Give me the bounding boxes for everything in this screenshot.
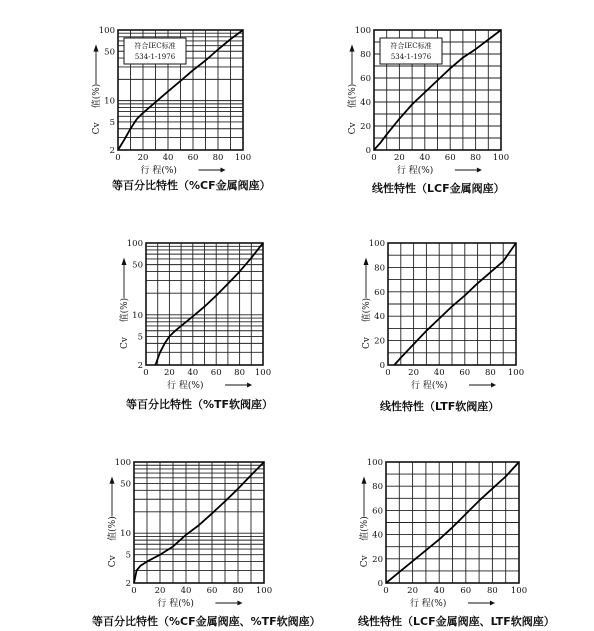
- y-tick-label: 100: [368, 239, 385, 249]
- x-tick-label: 100: [492, 153, 510, 163]
- y-axis-symbol: Cv: [108, 555, 118, 568]
- x-tick-label: 100: [510, 586, 528, 596]
- x-tick-label: 40: [162, 153, 174, 163]
- y-axis-label: 值(%): [120, 297, 130, 323]
- x-tick-label: 20: [154, 586, 166, 596]
- x-axis-label: 行 程(%): [396, 166, 434, 176]
- y-tick-label: 10: [104, 96, 115, 107]
- x-tick-label: 80: [232, 586, 244, 596]
- x-tick-label: 0: [385, 368, 391, 378]
- x-tick-label: 80: [486, 586, 498, 596]
- chart-caption-1: 等百分比特性（%CF金属阀座）: [112, 179, 271, 192]
- y-tick-label: 100: [98, 26, 115, 36]
- x-tick-label: 40: [433, 368, 445, 378]
- chart-caption-3: 等百分比特性（%TF软阀座）: [126, 398, 274, 411]
- y-tick-label: 40: [360, 98, 371, 108]
- x-tick-label: 0: [143, 368, 149, 378]
- x-tick-label: 40: [419, 153, 431, 163]
- y-axis-label: 值(%): [360, 516, 370, 541]
- y-tick-label: 0: [365, 146, 371, 156]
- y-axis-symbol: Cv: [360, 555, 370, 568]
- x-tick-label: 100: [507, 368, 525, 378]
- y-axis-symbol: Cv: [348, 122, 358, 135]
- x-axis-label: 行 程(%): [157, 599, 194, 609]
- y-tick-label: 60: [374, 287, 385, 298]
- x-tick-label: 60: [459, 368, 471, 378]
- y-tick-label: 60: [372, 506, 383, 517]
- y-tick-label: 5: [137, 332, 143, 343]
- x-axis-label: 行 程(%): [140, 166, 177, 176]
- x-tick-label: 40: [187, 368, 199, 378]
- x-tick-label: 0: [383, 586, 389, 596]
- x-tick-label: 20: [393, 153, 405, 163]
- x-tick-label: 20: [408, 368, 420, 378]
- y-axis-label: 值(%): [348, 83, 358, 109]
- x-tick-label: 40: [180, 586, 192, 596]
- x-tick-label: 60: [444, 153, 456, 163]
- y-tick-label: 5: [125, 550, 131, 561]
- y-tick-label: 50: [120, 479, 131, 490]
- y-axis-symbol: Cv: [362, 337, 372, 350]
- x-tick-label: 60: [460, 586, 472, 596]
- x-tick-label: 100: [255, 586, 273, 596]
- standard-note-line: 符合IEC标准: [134, 42, 176, 50]
- y-tick-label: 20: [360, 122, 371, 132]
- x-tick-label: 60: [206, 586, 218, 596]
- x-tick-label: 20: [137, 153, 149, 163]
- x-tick-label: 20: [163, 368, 175, 378]
- y-tick-label: 50: [104, 47, 115, 58]
- x-tick-label: 60: [187, 153, 199, 163]
- y-axis-label: 值(%): [108, 516, 118, 541]
- x-tick-label: 80: [212, 153, 224, 163]
- y-tick-label: 100: [114, 458, 131, 468]
- y-tick-label: 20: [374, 336, 385, 347]
- y-tick-label: 5: [109, 117, 115, 128]
- standard-note-line: 534-1-1976: [390, 53, 432, 61]
- y-tick-label: 20: [372, 554, 383, 565]
- y-axis-label: 值(%): [92, 83, 102, 109]
- standard-note-line: 符合IEC标准: [390, 42, 432, 50]
- x-tick-label: 20: [407, 586, 419, 596]
- y-tick-label: 80: [374, 263, 385, 274]
- y-tick-label: 100: [126, 239, 143, 249]
- x-tick-label: 80: [484, 368, 496, 378]
- y-tick-label: 10: [120, 529, 131, 540]
- y-axis-label: 值(%): [362, 297, 372, 323]
- y-tick-label: 100: [366, 458, 383, 468]
- standard-note-line: 534-1-1976: [134, 53, 176, 61]
- x-tick-label: 60: [210, 368, 222, 378]
- x-tick-label: 80: [470, 153, 482, 163]
- x-tick-label: 0: [371, 153, 377, 163]
- chart-caption-6: 线性特性（LCF金属阀座、LTF软阀座）: [358, 615, 555, 628]
- x-axis-label: 行 程(%): [409, 599, 447, 609]
- chart-caption-5: 等百分比特性（%CF金属阀座、%TF软阀座）: [92, 615, 321, 628]
- y-tick-label: 0: [379, 361, 385, 371]
- y-tick-label: 0: [377, 579, 383, 589]
- y-tick-label: 50: [132, 260, 143, 271]
- x-tick-label: 40: [433, 586, 445, 596]
- y-tick-label: 40: [372, 530, 383, 541]
- y-tick-label: 100: [354, 26, 371, 36]
- x-axis-arrow-head: [490, 601, 495, 606]
- chart-caption-2: 线性特性（LCF金属阀座）: [372, 182, 505, 195]
- y-tick-label: 40: [374, 312, 385, 323]
- x-tick-label: 100: [254, 368, 272, 378]
- x-tick-label: 0: [115, 153, 121, 163]
- chart-caption-4: 线性特性（LTF软阀座）: [380, 400, 500, 413]
- x-tick-label: 80: [234, 368, 246, 378]
- y-axis-arrow-head: [362, 477, 367, 484]
- y-tick-label: 80: [360, 50, 371, 60]
- y-tick-label: 10: [132, 310, 143, 321]
- y-axis-symbol: Cv: [92, 122, 102, 135]
- y-tick-label: 60: [360, 74, 371, 84]
- y-tick-label: 80: [372, 482, 383, 493]
- y-tick-label: 2: [125, 579, 131, 589]
- y-tick-label: 2: [109, 146, 115, 156]
- x-axis-label: 行 程(%): [411, 381, 448, 391]
- x-tick-label: 0: [131, 586, 137, 596]
- x-tick-label: 100: [234, 153, 252, 163]
- x-axis-label: 行 程(%): [167, 381, 204, 391]
- y-axis-symbol: Cv: [120, 337, 130, 350]
- y-tick-label: 2: [137, 361, 143, 371]
